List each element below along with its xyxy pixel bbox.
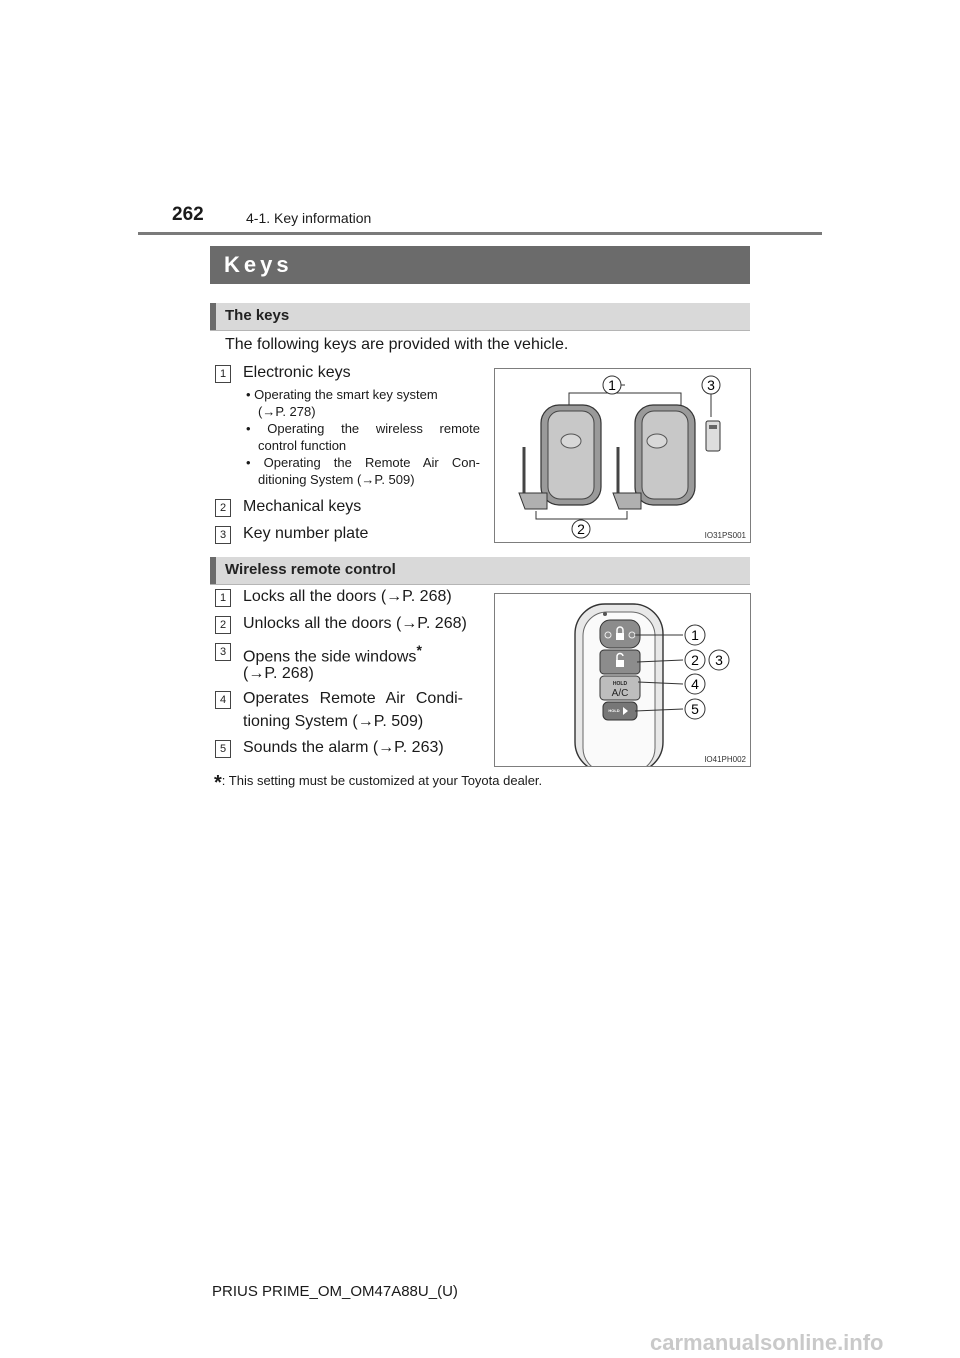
watermark: carmanualsonline.info: [650, 1330, 884, 1355]
keys-callout: 1: [608, 377, 616, 393]
keys-item-1-bullets: [246, 386, 480, 488]
remote-heading: Wireless remote control: [225, 561, 396, 578]
bullet-line: • Operating the Remote Air Con-: [246, 455, 480, 470]
keys-callout: 3: [707, 377, 715, 393]
remote-item-2-number: 2: [215, 616, 231, 634]
remote-callout: 4: [691, 676, 699, 692]
keys-heading: The keys: [225, 307, 290, 324]
keys-item-2-number: 2: [215, 499, 231, 517]
remote-item-1-number: 1: [215, 589, 231, 607]
footnote: [214, 772, 542, 795]
ac-label: A/C: [611, 688, 629, 699]
page-title: Keys: [224, 252, 293, 277]
remote-callout: 5: [691, 701, 699, 717]
remote-item-2-label: Unlocks all the doors (→P. 268): [243, 615, 467, 632]
asterisk-mark: *: [416, 642, 422, 658]
hold-label: HOLD: [608, 708, 620, 713]
section-title: 4-1. Key information: [246, 210, 372, 226]
remote-illustration: [495, 594, 750, 766]
bullet-line: • Operating the wireless remote: [246, 421, 480, 436]
remote-heading-bar: [210, 557, 750, 585]
keys-item-1-label: Electronic keys: [243, 364, 351, 381]
remote-callout: 3: [715, 652, 723, 668]
remote-item-5-label: Sounds the alarm (→P. 263): [243, 739, 444, 756]
remote-figure: [494, 593, 751, 767]
keys-figure-code: IO31PS001: [704, 531, 746, 540]
keys-item-1-number: 1: [215, 365, 231, 383]
footnote-mark: *: [214, 772, 222, 794]
remote-item-3-label: [243, 642, 422, 666]
keys-illustration: [495, 369, 750, 542]
remote-item-3-number: 3: [215, 643, 231, 661]
keys-item-3-label: Key number plate: [243, 525, 369, 542]
remote-item-5-number: 5: [215, 740, 231, 758]
remote-item-3-line-2: (→P. 268): [243, 665, 314, 682]
remote-figure-code: IO41PH002: [704, 755, 746, 764]
keys-heading-bar: [210, 303, 750, 331]
remote-item-3-line-1: Opens the side windows: [243, 648, 417, 666]
bullet-line: (→P. 278): [258, 404, 316, 419]
bullet-line: control function: [258, 438, 347, 453]
remote-item-4-line-1: Operates Remote Air Condi-: [243, 690, 463, 707]
keys-intro: The following keys are provided with the vehicle.: [225, 336, 569, 353]
bullet-line: • Operating the smart key system: [246, 387, 438, 402]
hold-label: HOLD: [612, 681, 628, 687]
remote-item-4-number: 4: [215, 691, 231, 709]
remote-callout: 2: [691, 652, 699, 668]
remote-callout: 1: [691, 627, 699, 643]
page-number: 262: [172, 204, 204, 225]
footnote-text: : This setting must be customized at your Toyota dealer.: [221, 773, 543, 788]
keys-figure: [494, 368, 751, 543]
keys-item-2-label: Mechanical keys: [243, 498, 362, 515]
keys-item-3-number: 3: [215, 526, 231, 544]
bullet-line: ditioning System (→P. 509): [258, 472, 415, 487]
remote-item-4-line-2: tioning System (→P. 509): [243, 713, 424, 730]
header-rule: [138, 232, 822, 235]
document-footer: PRIUS PRIME_OM_OM47A88U_(U): [212, 1283, 458, 1300]
keys-callout: 2: [577, 521, 585, 537]
title-bar: [210, 246, 750, 284]
remote-item-1-label: Locks all the doors (→P. 268): [243, 588, 452, 605]
